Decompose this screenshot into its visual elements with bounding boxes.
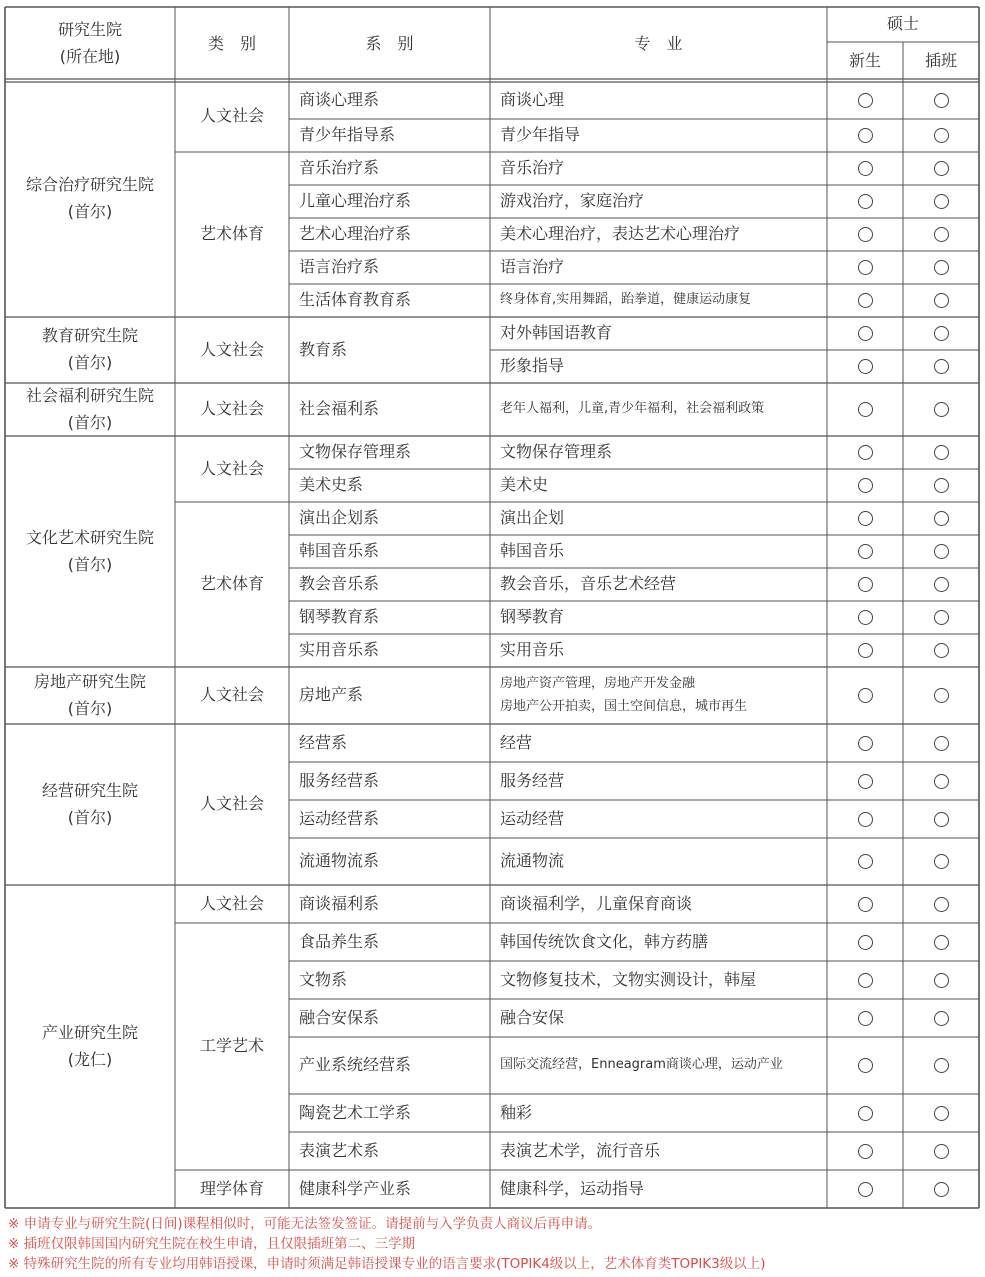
major-cell: 韩国音乐 (500, 541, 565, 561)
major-cell: 商谈福利学，儿童保育商谈 (500, 893, 693, 913)
note-visa: ※ 申请专业与研究生院(日间)课程相似时，可能无法签发签证。请提前与入学负责人商议后再申请。 (8, 1216, 602, 1232)
major-cell: 青少年指导 (500, 125, 581, 145)
major-cell: 商谈心理 (500, 89, 565, 109)
notes (8, 1214, 983, 1274)
major-cell: 对外韩国语教育 (500, 323, 613, 343)
dept-cell: 演出企划系 (299, 508, 380, 528)
category-cell: 人文社会 (199, 399, 264, 419)
school-cell-line-2: (首尔) (67, 807, 113, 827)
category-cell: 艺术体育 (199, 574, 264, 594)
dept-cell: 产业系统经营系 (299, 1055, 412, 1075)
category-cell: 理学体育 (199, 1178, 264, 1198)
note-transfer: ※ 插班仅限韩国国内研究生院在校生申请，且仅限插班第二、三学期 (8, 1236, 416, 1252)
major-cell: 语言治疗 (500, 257, 565, 277)
major-cell: 游戏治疗，家庭治疗 (500, 191, 645, 211)
header-category: 类 别 (207, 33, 256, 53)
dept-cell: 商谈心理系 (299, 89, 380, 109)
school-cell-line-1: 产业研究生院 (41, 1022, 138, 1042)
major-cell: 经营 (500, 732, 533, 752)
major-cell: 文物修复技术，文物实测设计，韩屋 (500, 969, 757, 989)
major-cell: 健康科学，运动指导 (500, 1178, 645, 1198)
major-cell: 服务经营 (500, 770, 565, 790)
major-line: 房地产公开拍卖，国土空间信息，城市再生 (500, 698, 748, 714)
dept-cell: 经营系 (299, 732, 348, 752)
dept-cell: 食品养生系 (299, 931, 380, 951)
major-cell: 运动经营 (500, 808, 565, 828)
major-cell: 音乐治疗 (500, 158, 565, 178)
dept-cell: 教会音乐系 (299, 574, 380, 594)
major-cell: 美术心理治疗，表达艺术心理治疗 (500, 224, 741, 244)
major-cell: 教会音乐，音乐艺术经营 (500, 574, 677, 594)
dept-cell: 生活体育教育系 (299, 290, 412, 310)
category-cell: 工学艺术 (199, 1036, 264, 1056)
school-cell-line-1: 文化艺术研究生院 (25, 527, 154, 547)
dept-cell: 美术史系 (299, 475, 364, 495)
note-language: ※ 特殊研究生院的所有专业均用韩语授课，申请时须满足韩语授课专业的语言要求(TOPIK4级以上，艺术体育类TOPIK3级以上) (8, 1256, 766, 1272)
school-cell-line-2: (首尔) (67, 698, 113, 718)
dept-cell: 语言治疗系 (299, 257, 380, 277)
dept-cell: 健康科学产业系 (299, 1178, 412, 1198)
major-cell: 钢琴教育 (500, 607, 565, 627)
major-cell: 美术史 (500, 475, 549, 495)
school-cell-line-2: (首尔) (67, 554, 113, 574)
school-cell-line-2: (首尔) (67, 412, 113, 432)
major-cell: 终身体育,实用舞蹈，跆拳道，健康运动康复 (500, 292, 752, 308)
major-cell: 演出企划 (500, 508, 565, 528)
dept-cell: 表演艺术系 (299, 1140, 380, 1160)
header-department: 系 别 (365, 33, 414, 53)
header-major: 专 业 (634, 33, 683, 53)
major-cell: 釉彩 (500, 1102, 533, 1122)
dept-cell: 运动经营系 (299, 808, 380, 828)
dept-cell: 文物系 (299, 969, 348, 989)
school-cell-line-2: (首尔) (67, 353, 113, 372)
category-cell: 人文社会 (199, 339, 264, 359)
category-cell: 人文社会 (199, 106, 264, 126)
dept-cell: 商谈福利系 (299, 893, 380, 913)
dept-cell: 文物保存管理系 (299, 442, 412, 462)
major-cell: 老年人福利，儿童,青少年福利，社会福利政策 (500, 401, 765, 417)
major-line: 房地产资产管理，房地产开发金融 (500, 675, 696, 691)
major-cell: 形象指导 (500, 356, 565, 376)
dept-cell: 儿童心理治疗系 (299, 191, 412, 211)
dept-cell: 社会福利系 (299, 399, 380, 419)
major-cell: 表演艺术学，流行音乐 (500, 1140, 661, 1160)
category-cell: 人文社会 (199, 794, 264, 814)
school-cell-line-2: (龙仁) (67, 1049, 113, 1069)
school-cell-line-1: 社会福利研究生院 (25, 385, 154, 405)
dept-cell: 教育系 (299, 339, 348, 359)
category-cell: 人文社会 (199, 685, 264, 705)
header-transfer: 插班 (924, 51, 957, 71)
dept-cell: 服务经营系 (299, 770, 380, 790)
dept-cell: 陶瓷艺术工学系 (299, 1102, 412, 1122)
header-master: 硕士 (886, 14, 919, 34)
major-cell: 国际交流经营，Enneagram商谈心理，运动产业 (500, 1057, 783, 1073)
school-cell-line-1: 综合治疗研究生院 (25, 175, 154, 195)
major-cell: 文物保存管理系 (500, 442, 613, 462)
major-cell: 流通物流 (500, 851, 565, 871)
header-new: 新生 (848, 51, 881, 71)
category-cell: 人文社会 (199, 458, 264, 478)
dept-cell: 流通物流系 (299, 851, 380, 871)
major-cell: 融合安保 (500, 1007, 565, 1027)
header-school-line-2: (所在地) (59, 47, 121, 66)
school-cell-line-1: 经营研究生院 (41, 780, 138, 800)
school-cell-line-2: (首尔) (67, 202, 113, 221)
dept-cell: 韩国音乐系 (299, 541, 380, 561)
dept-cell: 实用音乐系 (299, 640, 380, 660)
major-cell: 实用音乐 (500, 640, 565, 660)
dept-cell: 房地产系 (299, 685, 364, 705)
dept-cell: 钢琴教育系 (299, 607, 380, 627)
dept-cell: 融合安保系 (299, 1007, 380, 1027)
header-school-line-1: 研究生院 (57, 20, 122, 40)
dept-cell: 艺术心理治疗系 (299, 224, 412, 244)
dept-cell: 音乐治疗系 (299, 158, 380, 178)
category-cell: 人文社会 (199, 893, 264, 913)
category-cell: 艺术体育 (199, 224, 264, 244)
school-cell-line-1: 教育研究生院 (41, 326, 138, 346)
school-cell-line-1: 房地产研究生院 (33, 671, 146, 691)
dept-cell: 青少年指导系 (299, 125, 396, 145)
major-cell: 韩国传统饮食文化，韩方药膳 (500, 931, 709, 951)
